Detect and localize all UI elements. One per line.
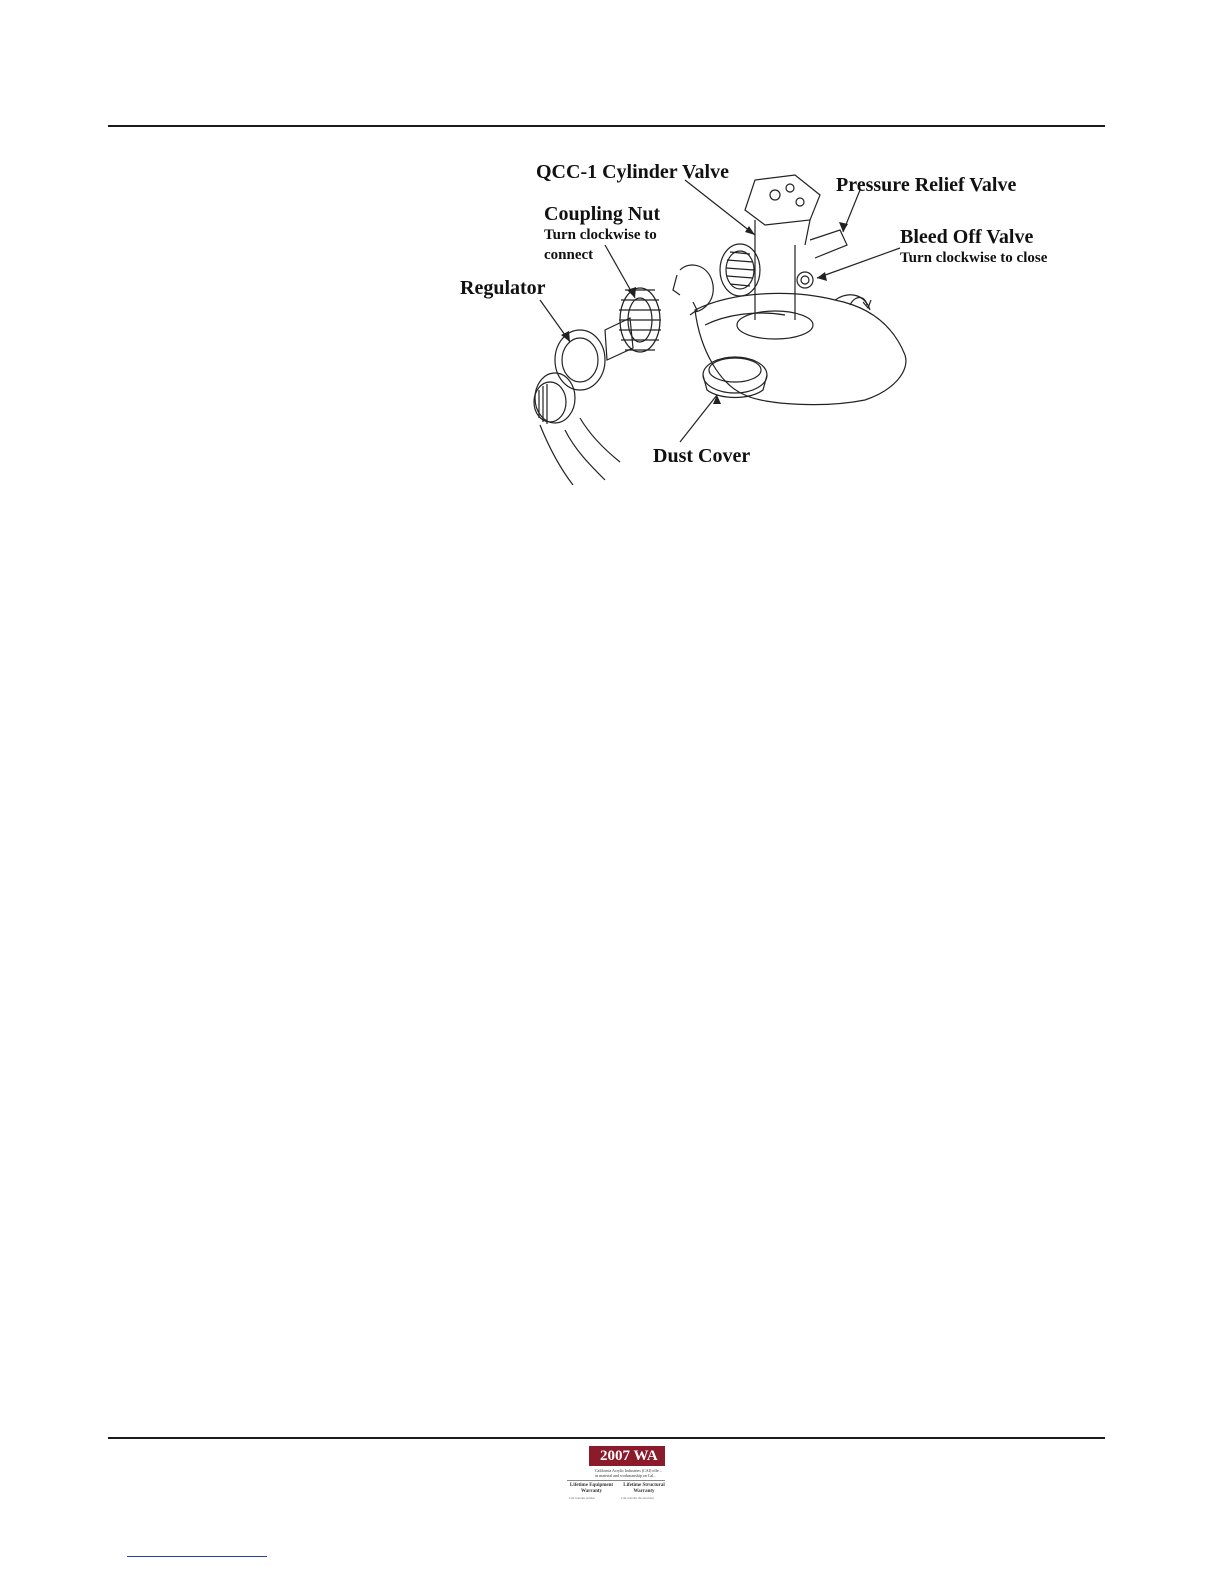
label-coupling-nut-note-1: Turn clockwise to	[544, 227, 657, 243]
valve-assembly-diagram	[455, 150, 1095, 485]
warranty-badge-structural: Lifetime Structural Warranty	[623, 1483, 665, 1494]
valve-illustration	[455, 150, 1095, 485]
warranty-badge-text: California Acrylic Industries (CAI) offe... in material and workmanship on Cal...	[595, 1468, 662, 1478]
label-dust-cover: Dust Cover	[653, 445, 751, 467]
warranty-badge-note-1: CAI warrants normal	[569, 1496, 595, 1500]
label-cylinder-valve: QCC-1 Cylinder Valve	[536, 161, 729, 183]
warranty-badge	[567, 1444, 665, 1502]
footer-link-underline[interactable]	[127, 1556, 267, 1557]
label-bleed-off-note: Turn clockwise to close	[900, 250, 1048, 266]
footer-rule	[108, 1437, 1105, 1439]
label-pressure-relief-valve: Pressure Relief Valve	[836, 174, 1017, 196]
label-coupling-nut: Coupling Nut	[544, 203, 661, 225]
warranty-badge-note-2: CAI warrants the structural	[621, 1496, 654, 1500]
header-rule	[108, 125, 1105, 127]
warranty-badge-equipment: Lifetime Equipment Warranty	[569, 1483, 614, 1494]
label-coupling-nut-note-2: connect	[544, 247, 594, 263]
label-regulator: Regulator	[460, 277, 546, 299]
warranty-badge-divider	[567, 1480, 665, 1481]
warranty-badge-title: 2007 WA	[589, 1446, 665, 1466]
label-bleed-off-valve: Bleed Off Valve	[900, 226, 1034, 248]
